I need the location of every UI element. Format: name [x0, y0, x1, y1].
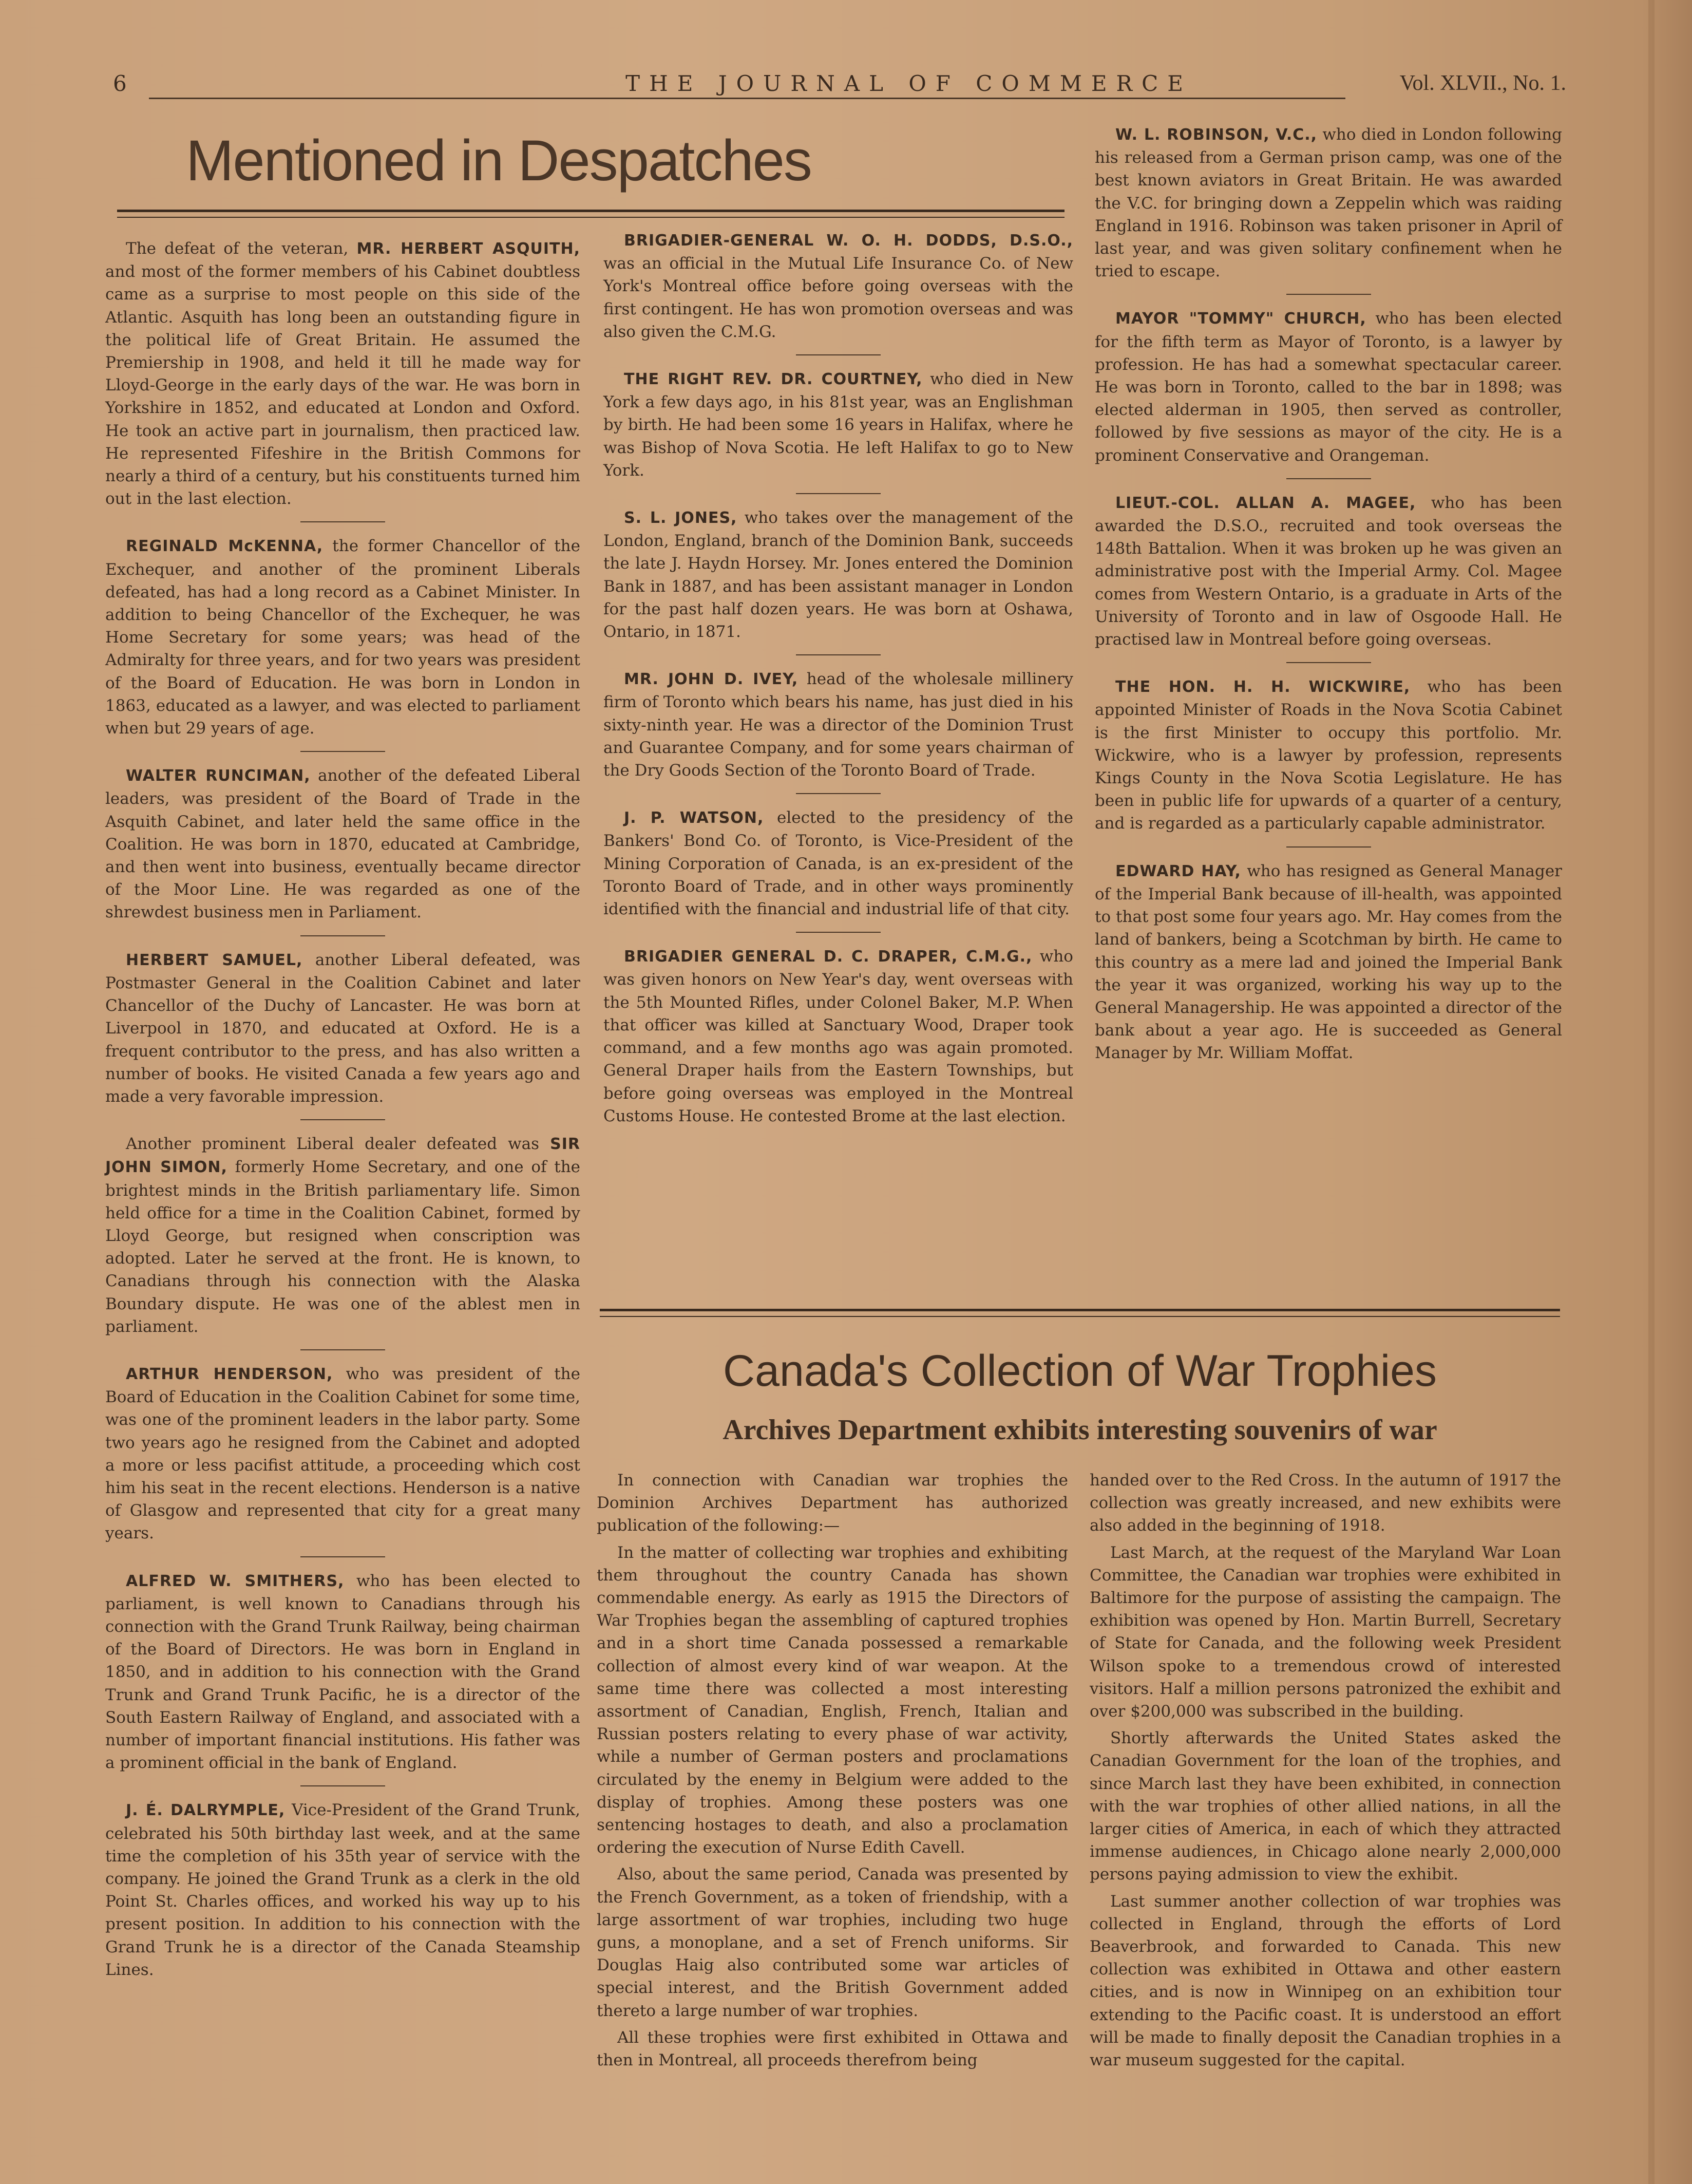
despatch-entry [1095, 492, 1562, 651]
section-heading-trophies: Canada's Collection of War Trophies [723, 1346, 1437, 1396]
despatch-entry [1095, 860, 1562, 1065]
entry-separator [300, 521, 385, 522]
entry-separator [1286, 478, 1371, 479]
entry-name: S. L. JONES, [624, 509, 737, 528]
entry-intro: The defeat of the veteran, [126, 239, 357, 258]
article-paragraph: All these trophies were first exhibited in Ottawa and then in Montreal, all proceeds therefrom being [597, 2028, 1068, 2070]
entry-text: and most of the former members of his Cabinet doubtless came as a surprise to most people on this side of the Atlantic. Asquith has long been an outstanding figure in the political life of Great Britain. He assumed the Premiership in 1908, and held it till he made way for Lloyd-George in the early days of the war. He was born in Yorkshire in 1852, and educated at London and Oxford. He took an active part in journalism, then practiced law. He represented Fifeshire in the British Commons for nearly a third of a century, but his constituents turned him out in the last election. [105, 262, 580, 509]
entry-text: another Liberal defeated, was Postmaster General in the Coalition Cabinet and later Chancellor of the Duchy of Lancaster. He was born at Liverpool in 1870, and educated at Oxford. He is a frequent contributor to the press, and has also written a number of books. He visited Canada a few years ago and made a very favorable impression. [105, 950, 580, 1106]
page-number: 6 [113, 71, 127, 96]
despatch-entry [603, 229, 1073, 343]
article-paragraph: In the matter of collecting war trophies and exhibiting them throughout the country Canada has shown commendable energy. As early as 1915 the Directors of War Trophies began the assembling of captured trophies and in a short time Canada possessed a remarkable collection of almost every kind of war weapon. At the same time there was collected a most interesting assortment of Canadian, English, French, Italian and Russian posters relating to every phase of war activity, while a number of German posters and proclamations circulated by the enemy in Belgium were added to the display of trophies. Among these posters was one sentencing hostages to death, and also a proclamation ordering the execution of Nurse Edith Cavell. [597, 1543, 1068, 1857]
column-3 [1095, 123, 1562, 1065]
entry-text: the former Chancellor of the Exchequer, and another of the prominent Liberals defeated, has had a long record as a Cabinet Minister. In addition to being Chancellor of the Exchequer, he was Home Secretary for some years; was head of the Admiralty for three years, and for two years was president of the Board of Education. He was born in London in 1863, educated as a lawyer, and was elected to parliament when but 29 years of age. [105, 537, 580, 738]
trophies-column-a [597, 1469, 1068, 2076]
entry-separator [300, 751, 385, 752]
section-rule-top [600, 1309, 1560, 1311]
entry-text: Vice-President of the Grand Trunk, celebrated his 50th birthday last week, and at the same time the completion of his 35th year of service with the company. He joined the Grand Trunk as a clerk in the old Point St. Charles offices, and worked his way up to his present position. In addition to his connection with the Grand Trunk he is a director of the Canada Steamship Lines. [105, 1801, 581, 1979]
entry-separator [300, 1556, 385, 1557]
entry-name: REGINALD McKENNA, [126, 537, 324, 556]
entry-text: who has been awarded the D.S.O., recruited and took overseas the 148th Battalion. When it was broken up he was given an administrative post with the Imperial Army. Col. Magee comes from Western Ontario, is a graduate in Arts of the University of Toronto and in law of Osgoode Hall. He practised law in Montreal before going overseas. [1095, 493, 1562, 649]
despatch-entry [603, 668, 1073, 782]
journal-title: THE JOURNAL OF COMMERCE [625, 71, 1192, 96]
despatch-entry [105, 1363, 580, 1545]
entry-text: who was given honors on New Year's day, went overseas with the 5th Mounted Rifles, under Colonel Baker, M.P. When that officer was killed at Sanctuary Wood, Draper took command, and a few months ago was again promoted. General Draper hails from the Eastern Townships, but before going overseas was employed in the Montreal Customs House. He contested Brome at the last election. [603, 947, 1073, 1125]
article-paragraph: In connection with Canadian war trophies the Dominion Archives Department has authorized publication of the following:— [597, 1471, 1068, 1535]
despatch-entry [105, 237, 580, 510]
entry-separator [300, 935, 385, 936]
entry-separator [796, 932, 881, 933]
despatch-entry [603, 806, 1073, 920]
entry-text: elected to the presidency of the Bankers' Bond Co. of Toronto, is Vice-President of the Mining Corporation of Canada, is an ex-president of the Toronto Board of Trade, and in other ways prominently identified with the financial and industrial life of that city. [603, 808, 1073, 919]
entry-name: WALTER RUNCIMAN, [126, 767, 311, 785]
entry-name: BRIGADIER-GENERAL W. O. H. DODDS, D.S.O., [624, 232, 1073, 250]
despatch-entry [105, 949, 580, 1108]
entry-separator [1286, 294, 1371, 295]
despatch-entry [105, 1799, 580, 1981]
trophies-column-b [1090, 1469, 1561, 2076]
entry-separator [796, 654, 881, 655]
entry-text: who died in New York a few days ago, in his 81st year, was an Englishman by birth. He had been some 16 years in Halifax, where he was Bishop of Nova Scotia. He left Halifax to go to New York. [603, 370, 1073, 480]
entry-name: MR. HERBERT ASQUITH, [356, 240, 580, 258]
entry-name: THE RIGHT REV. DR. COURTNEY, [624, 370, 923, 389]
entry-text: who has been elected to parliament, is well known to Canadians through his connection with the Grand Trunk Railway, being chairman of the Board of Directors. He was born in England in 1850, and in addition to his connection with the Grand Trunk and Grand Trunk Pacific, he is a director of the South Eastern Railway of England, and associated with a number of important financial institutions. His father was a prominent official in the bank of England. [105, 1571, 580, 1773]
entry-text: formerly Home Secretary, and one of the brightest minds in the British parliamentary life. Simon held office for a time in the Coalition Cabinet, formed by Lloyd George, but resigned when conscription was adopted. Later he served at the front. He is known, to Canadians through his connection with the Alaska Boundary dispute. He was one of the ablest men in parliament. [105, 1158, 581, 1336]
entry-name: SIR JOHN SIMON, [105, 1135, 580, 1177]
section-heading-despatches: Mentioned in Despatches [186, 128, 811, 193]
despatch-entry [603, 368, 1073, 482]
masthead [113, 71, 1566, 102]
entry-separator [300, 1785, 385, 1786]
entry-separator [796, 354, 881, 355]
masthead-rule [149, 98, 1345, 99]
entry-text: who takes over the management of the London, England, branch of the Dominion Bank, succeeds the late J. Haydn Horsey. Mr. Jones entered the Dominion Bank in 1887, and has been assistant manager in London for the past half dozen years. He was born at Oshawa, Ontario, in 1871. [603, 509, 1073, 642]
article-paragraph: handed over to the Red Cross. In the autumn of 1917 the collection was greatly increased, and new exhibits were also added in the beginning of 1918. [1090, 1471, 1561, 1535]
entry-intro: Another prominent Liberal dealer defeated was [126, 1135, 550, 1154]
entry-separator [1286, 846, 1371, 848]
article-paragraph: Also, about the same period, Canada was presented by the French Government, as a token of friendship, with a large assortment of war trophies, including two huge guns, a monoplane, and a set of French uniforms. Sir Douglas Haig also contributed some war articles of special interest, and the British Government added thereto a large number of war trophies. [597, 1865, 1068, 2020]
despatch-entry [1095, 675, 1562, 835]
column-1 [105, 237, 580, 1981]
section-rule-bottom [600, 1316, 1560, 1317]
entry-text: who died in London following his released from a German prison camp, was one of the best known aviators in Great Britain. He was awarded the V.C. for bringing down a Zeppelin which was raiding England in 1916. Robinson was taken prisoner in April of last year, and was given solitary confinement when he tried to escape. [1095, 125, 1563, 281]
volume-number: Vol. XLVII., No. 1. [1399, 71, 1566, 95]
entry-separator [1286, 662, 1371, 663]
entry-name: EDWARD HAY, [1115, 862, 1241, 880]
entry-name: ALFRED W. SMITHERS, [126, 1572, 345, 1590]
entry-separator [796, 493, 881, 494]
despatch-entry [1095, 307, 1562, 466]
entry-name: MAYOR "TOMMY" CHURCH, [1115, 310, 1366, 328]
column-2 [603, 229, 1073, 1127]
article-paragraph: Last March, at the request of the Maryland War Loan Committee, the Canadian war trophies were exhibited in Baltimore for the purpose of assisting the campaign. The exhibition was opened by Hon. Martin Burrell, Secretary of State for Canada, and the following week President Wilson spoke to a tremendous crowd of interested visitors. Half a million persons patronized the exhibit and over $200,000 was subscribed in the building. [1090, 1543, 1561, 1721]
entry-separator [796, 793, 881, 794]
entry-text: another of the defeated Liberal leaders, was president of the Board of Trade in the Asquith Cabinet, and later held the same office in the Coalition. He was born in 1870, educated at Cambridge, and then went into business, eventually became director of the Moor Line. He was regarded as one of the shrewdest business men in Parliament. [105, 766, 581, 922]
entry-text: who has been elected for the fifth term as Mayor of Toronto, is a lawyer by profession. He has had a somewhat spectacular career. He was born in Toronto, called to the bar in 1898; was elected alderman in 1905, then served as controller, followed by five sessions as mayor of the city. He is a prominent Conservative and Orangeman. [1095, 309, 1562, 465]
article-paragraph: Last summer another collection of war trophies was collected in England, through the efforts of Lord Beaverbrook, and forwarded to Canada. This new collection was exhibited in Ottawa and other eastern cities, and is now in Winnipeg on an exhibition tour extending to the Pacific coast. It is understood an effort will be made to finally deposit the Canadian trophies in a war museum suggested for the capital. [1090, 1892, 1561, 2070]
entry-text: who has been appointed Minister of Roads in the Nova Scotia Cabinet is the first Minister to occupy this portfolio. Mr. Wickwire, who is a lawyer by profession, represents Kings County in the Nova Scotia Legislature. He has been in public life for upwards of a quarter of a century, and is regarded as a particularly capable administrator. [1095, 677, 1562, 833]
despatch-entry [105, 1570, 580, 1775]
entry-separator [300, 1119, 385, 1120]
heading-rule-thin [117, 217, 1064, 218]
section-subheading-trophies: Archives Department exhibits interesting souvenirs of war [723, 1414, 1437, 1446]
page-fold-crease [1648, 0, 1655, 2184]
entry-name: J. É. DALRYMPLE, [126, 1801, 286, 1820]
entry-name: MR. JOHN D. IVEY, [624, 670, 799, 689]
despatch-entry [105, 1133, 580, 1338]
entry-text: was an official in the Mutual Life Insurance Co. of New York's Montreal office before going overseas with the first contingent. He has won promotion overseas and was also given the C.M.G. [603, 254, 1073, 341]
despatch-entry [603, 506, 1073, 643]
entry-name: W. L. ROBINSON, V.C., [1115, 126, 1318, 144]
entry-name: J. P. WATSON, [624, 809, 764, 827]
heading-rule [117, 210, 1064, 212]
entry-name: HERBERT SAMUEL, [126, 951, 303, 969]
entry-name: LIEUT.-COL. ALLAN A. MAGEE, [1115, 494, 1416, 512]
entry-separator [300, 1349, 385, 1350]
despatch-entry [1095, 123, 1562, 283]
entry-text: who was president of the Board of Education in the Coalition Cabinet for some time, was one of the prominent leaders in the labor party. Some two years ago he resigned from the Cabinet and adopted a more or less pacifist attitude, a proceeding which cost him his seat in the recent elections. Henderson is a native of Glasgow and represented that city for a great many years. [105, 1364, 581, 1543]
article-paragraph: Shortly afterwards the United States asked the Canadian Government for the loan of the trophies, and since March last they have been exhibited, in connection with the war trophies of other allied nations, in all the larger cities of America, in each of which they attracted immense audiences, in Chicago alone nearly 2,000,000 persons paying admission to view the exhibit. [1090, 1729, 1561, 1884]
entry-text: head of the wholesale millinery firm of Toronto which bears his name, has just died in his sixty-ninth year. He was a director of the Dominion Trust and Guarantee Company, and for some years chairman of the Dry Goods Section of the Toronto Board of Trade. [603, 670, 1073, 780]
entry-name: THE HON. H. H. WICKWIRE, [1115, 678, 1411, 696]
despatch-entry [603, 945, 1073, 1127]
entry-name: ARTHUR HENDERSON, [126, 1365, 333, 1383]
entry-text: who has resigned as General Manager of the Imperial Bank because of ill-health, was appointed to that post some four years ago. Mr. Hay comes from the land of bankers, being a Scotchman by birth. He came to this country as a mere lad and joined the Imperial Bank the year it was organized, working his way up to the General Managership. He was appointed a director of the bank about a year ago. He is succeeded as General Manager by Mr. William Moffat. [1095, 861, 1562, 1063]
despatch-entry [105, 535, 580, 740]
entry-name: BRIGADIER GENERAL D. C. DRAPER, C.M.G., [624, 948, 1033, 966]
despatch-entry [105, 764, 580, 924]
